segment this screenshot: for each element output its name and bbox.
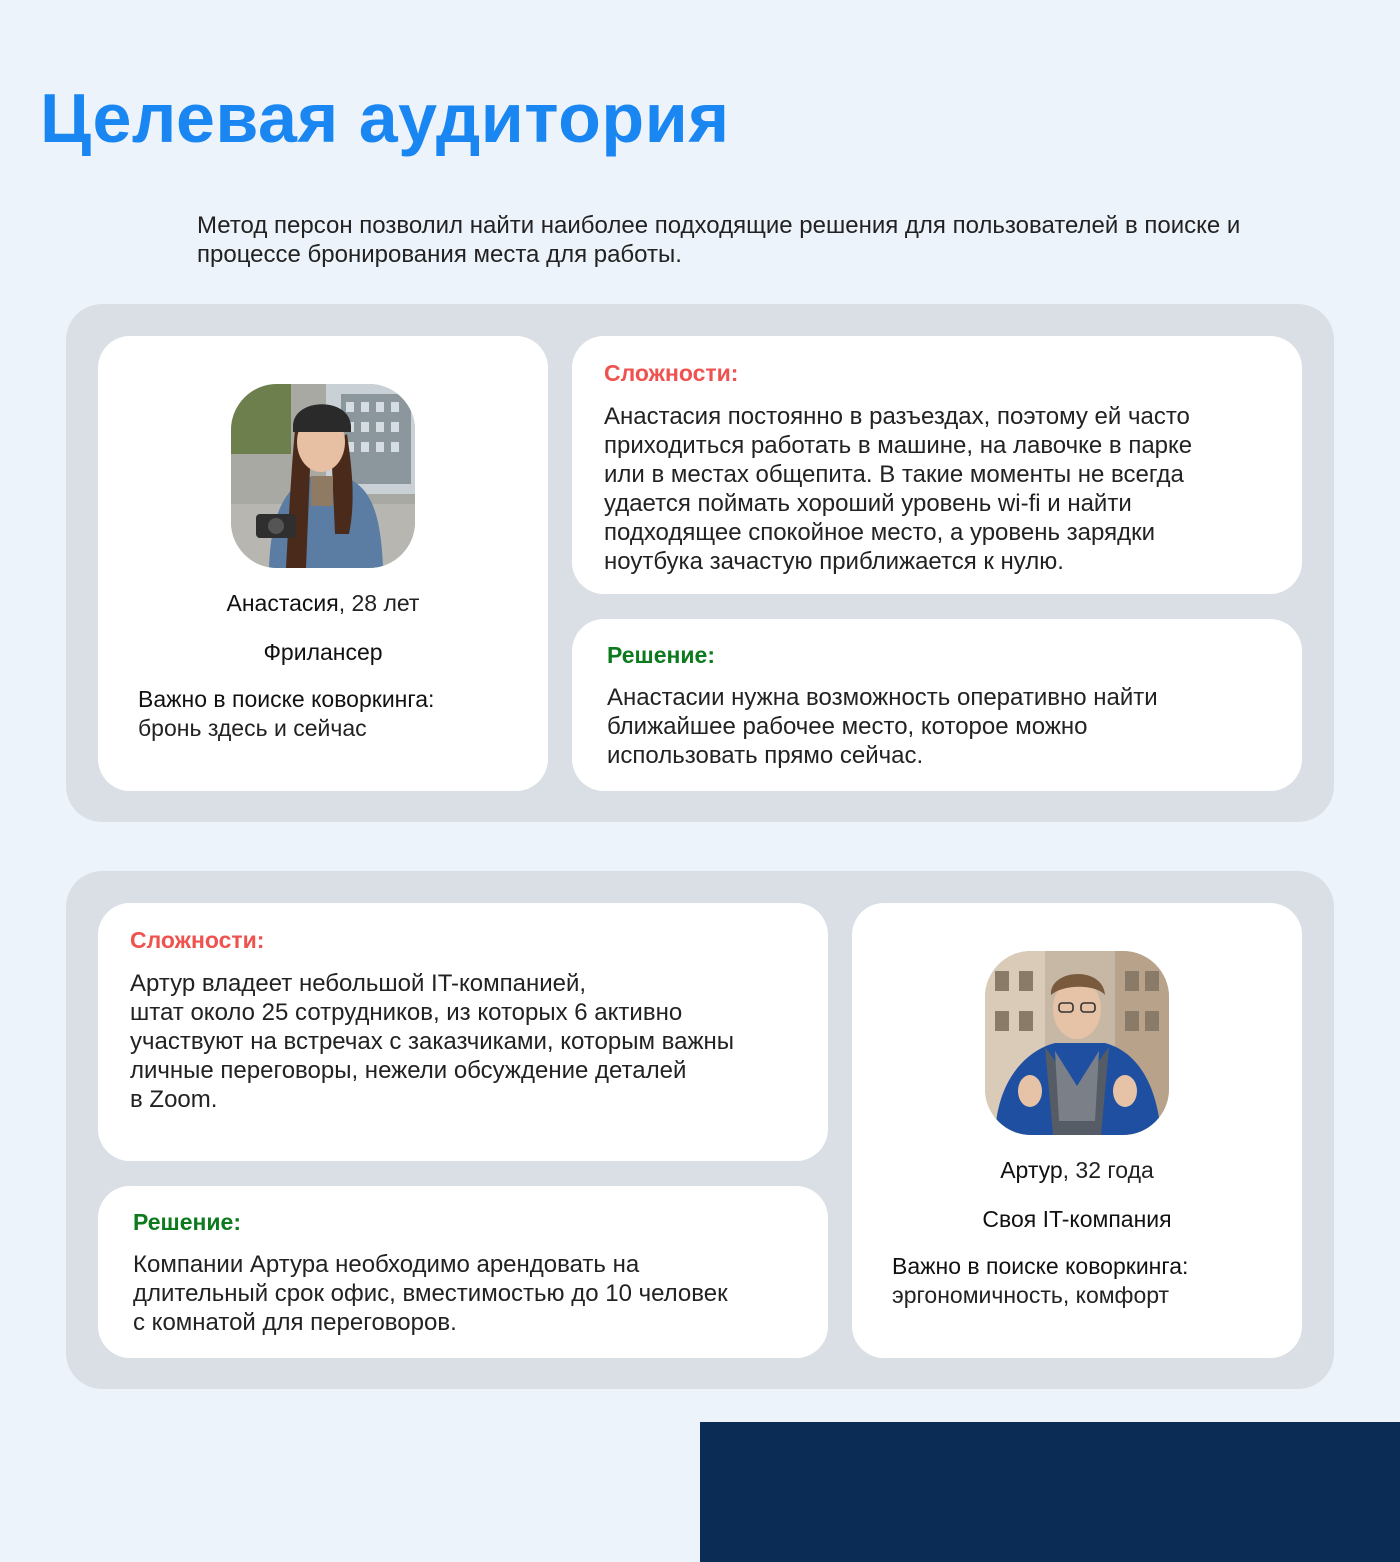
intro-text: Метод персон позволил найти наиболее подходящие решения для пользователей в поиске и процессе бронирования места для работы. — [197, 212, 1241, 268]
criteria-label: Важно в поиске коворкинга: — [892, 1253, 1189, 1279]
criteria-value: эргономичность, комфорт — [892, 1282, 1170, 1308]
footer-decor-block — [700, 1422, 1400, 1562]
solution-text: Компании Артура необходимо арендовать на длительный срок офис, вместимостью до 10 человек с комнатой для переговоров. — [133, 1251, 728, 1336]
solution-card-anastasia — [572, 619, 1302, 791]
criteria-value: бронь здесь и сейчас — [138, 715, 367, 741]
persona-card-artur — [852, 903, 1302, 1358]
problems-card-artur — [98, 903, 828, 1161]
persona-name: Анастасия — [226, 590, 339, 616]
problems-text: Артур владеет небольшой IT-компанией, штат около 25 сотрудников, из которых 6 активно участвуют на встречах с заказчиками, которым важны личные переговоры, нежели обсуждение деталей в Zoom. — [130, 970, 735, 1113]
persona-group-artur — [66, 871, 1334, 1389]
persona-name-line — [852, 1157, 1302, 1184]
persona-name: Артур — [1000, 1157, 1063, 1183]
persona-occupation: Фрилансер — [263, 639, 383, 665]
criteria-label: Важно в поиске коворкинга: — [138, 686, 435, 712]
persona-card-anastasia — [98, 336, 548, 791]
persona-occupation: Своя IT-компания — [982, 1206, 1172, 1232]
persona-age: , 28 лет — [338, 590, 420, 616]
persona-age: , 32 года — [1062, 1157, 1154, 1183]
persona-criteria — [892, 1252, 1188, 1310]
solution-title: Решение: — [607, 642, 716, 668]
solution-card-artur — [98, 1186, 828, 1358]
problems-card-anastasia — [572, 336, 1302, 594]
persona-group-anastasia — [66, 304, 1334, 822]
problems-title: Сложности: — [130, 927, 265, 953]
problems-title: Сложности: — [604, 360, 739, 386]
solution-text: Анастасии нужна возможность оперативно найти ближайшее рабочее место, которое можно использовать прямо сейчас. — [607, 684, 1158, 769]
page-title: Целевая аудитория — [40, 79, 730, 157]
problems-text: Анастасия постоянно в разъездах, поэтому ей часто приходиться работать в машине, на лавочке в парке или в местах общепита. В такие моменты не всегда удается поймать хороший уровень wi-fi и найти подходящее спокойное место, а уровень зарядки ноутбука зачастую приближается к нулю. — [604, 403, 1193, 575]
persona-photo-anastasia — [231, 384, 415, 568]
persona-criteria — [138, 685, 434, 743]
solution-title: Решение: — [133, 1209, 242, 1235]
persona-photo-artur — [985, 951, 1169, 1135]
persona-name-line — [98, 590, 548, 617]
